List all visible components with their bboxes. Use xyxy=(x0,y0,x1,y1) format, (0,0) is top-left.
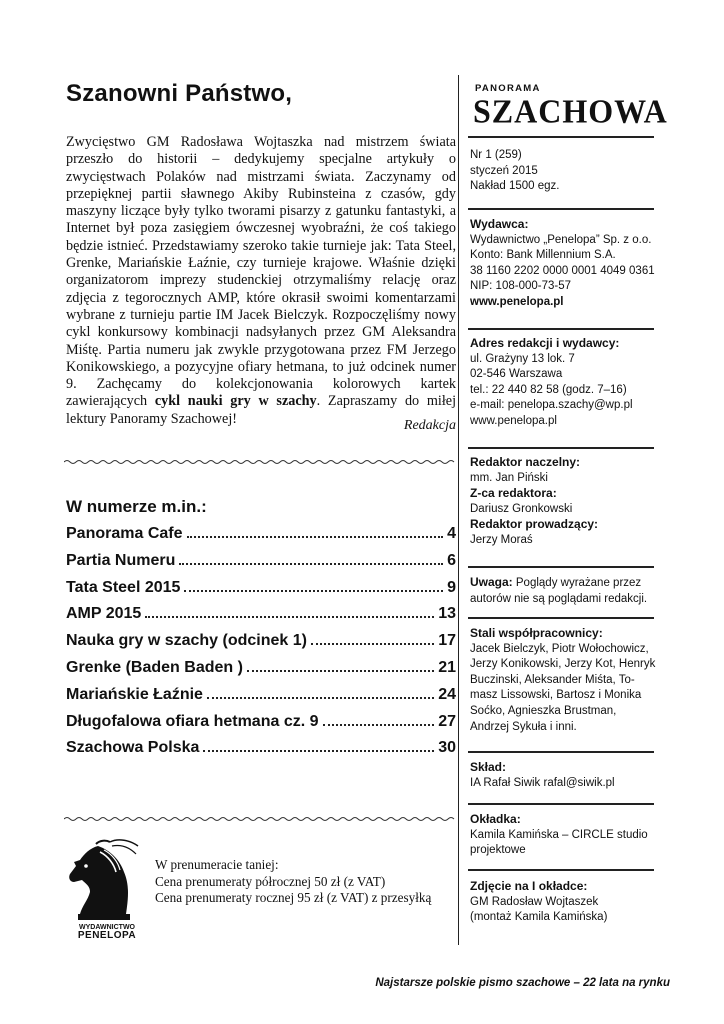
address-label: Adres redakcji i wydawcy: xyxy=(470,336,620,350)
toc-leader xyxy=(145,616,434,618)
horse-head-icon xyxy=(60,838,155,938)
logo-line1: WYDAWNICTWO xyxy=(79,924,135,931)
subscription-line: Cena prenumeraty rocznej 95 zł (z VAT) z przesyłką xyxy=(155,890,432,905)
intro-paragraph xyxy=(66,134,456,428)
divider xyxy=(468,328,654,330)
issue-info xyxy=(470,148,670,195)
editors-block xyxy=(470,455,670,549)
cover-line: Kamila Kamińska – CIRCLE studio xyxy=(470,828,648,841)
toc-item xyxy=(66,525,456,552)
cover-label: Okładka: xyxy=(470,812,521,826)
deputy-editor: Dariusz Gronkowski xyxy=(470,502,573,515)
notice-text: autorów nie są poglądami redakcji. xyxy=(470,592,648,605)
toc-leader xyxy=(203,750,434,752)
toc-item-title: Długofalowa ofiara hetmana cz. 9 xyxy=(66,712,319,730)
toc-item-page: 6 xyxy=(447,551,456,569)
column-divider xyxy=(458,75,459,945)
toc-item xyxy=(66,605,456,632)
toc-item xyxy=(66,739,456,766)
publisher-block xyxy=(470,217,670,311)
deputy-editor-label: Z-ca redaktora: xyxy=(470,486,557,501)
contributors-line: Andrzej Sykuła i inni. xyxy=(470,720,577,733)
logo-line2: PENELOPA xyxy=(77,930,137,938)
toc-leader xyxy=(311,643,434,645)
toc-leader xyxy=(207,697,434,699)
cover-photo-block xyxy=(470,879,670,926)
publisher-line: 38 1160 2202 0000 0001 4049 0361 xyxy=(470,264,655,277)
toc-item-page: 17 xyxy=(438,632,456,650)
contributors-label: Stali współpracownicy: xyxy=(470,626,603,640)
table-of-contents xyxy=(66,525,456,766)
toc-item xyxy=(66,579,456,606)
intro-text-1: Zwycięstwo GM Radosława Wojtaszka nad mistrzem świata przeszło do historii – dedykujemy specjalne artykuły o zwycięstwach Polaków nad mistrzami świata. Zaczynamy od przepięknej partii sławnego Akiby Rubinsteina z czasów, gdy maszyny liczące były tylko tworami pisarzy z gatunku fantastyki, a Internet był poza zasięgiem ówczesnej wyobraźni, że coś takiego będzie istnieć. Przedstawiamy szeroko takie turnieje jak: Tata Steel, Grenke, Mariańskie Łaźnie, czy turnieje krajowe. Właśnie dzięki organizatorom imprezy studenckiej otrzymaliśmy relację oraz zdjęcia z tegorocznych AMP, które okrasił swoimi komentarzami wybrane z turnieju partie IM Jacek Bielczyk. Rozpoczęliśmy nowy cykl konkursowy kombinacji nadsyłanych przez GM Aleksandra Miśtę. Partia numeru jak zwykle przygotowana przez FM Jerzego Konikowskiego, a pozycyjne ofiary hetmana, to już odcinek numer 9. Zachęcamy do kolekcjonowania kolorowych kartek zawierających xyxy=(66,134,456,410)
footer-tagline: Najstarsze polskie pismo szachowe – 22 lata na rynku xyxy=(375,977,670,989)
toc-item-title: Panorama Cafe xyxy=(66,525,183,542)
issue-date: styczeń 2015 xyxy=(470,164,538,177)
typesetting-text: IA Rafał Siwik rafal@siwik.pl xyxy=(470,776,615,789)
divider xyxy=(468,447,654,449)
toc-item xyxy=(66,632,456,659)
notice-text: Poglądy wyrażane przez xyxy=(512,577,642,589)
publisher-label: Wydawca: xyxy=(470,217,529,231)
divider xyxy=(468,208,654,210)
toc-leader xyxy=(184,590,443,592)
notice-label: Uwaga: xyxy=(470,575,513,589)
intro-text-2: . Zapraszamy do miłej lektury Panoramy Szachowej! xyxy=(66,393,457,427)
toc-item-page: 30 xyxy=(438,739,456,757)
publisher-logo xyxy=(60,838,155,938)
toc-item-page: 13 xyxy=(438,605,456,623)
toc-item-title: Nauka gry w szachy (odcinek 1) xyxy=(66,632,307,650)
chief-editor-label: Redaktor naczelny: xyxy=(470,455,581,469)
cover-photo-line: GM Radosław Wojtaszek xyxy=(470,895,599,908)
issue-number: Nr 1 (259) xyxy=(470,149,522,161)
intro-text-bold: cykl nauki gry w szachy xyxy=(154,393,317,410)
toc-leader xyxy=(247,670,434,672)
address-line: e-mail: penelopa.szachy@wp.pl xyxy=(470,399,633,412)
toc-item-page: 21 xyxy=(438,658,456,676)
divider xyxy=(468,136,654,138)
toc-item-title: Partia Numeru xyxy=(66,551,176,569)
contributors-block xyxy=(470,626,670,735)
toc-item-title: Mariańskie Łaźnie xyxy=(66,685,203,703)
divider xyxy=(468,803,654,805)
masthead-title: SZACHOWA xyxy=(473,92,668,130)
toc-leader xyxy=(187,536,444,538)
divider xyxy=(468,751,654,753)
address-block xyxy=(470,336,670,430)
cover-block xyxy=(470,812,670,859)
address-line: ul. Grażyny 13 lok. 7 xyxy=(470,352,575,365)
toc-item xyxy=(66,659,456,686)
page-title: Szanowni Państwo, xyxy=(66,80,293,107)
toc-item xyxy=(66,713,456,740)
toc-item-title: Grenke (Baden Baden ) xyxy=(66,658,243,676)
address-line: 02-546 Warszawa xyxy=(470,368,563,381)
wavy-divider xyxy=(64,458,456,466)
managing-editor-label: Redaktor prowadzący: xyxy=(470,517,599,532)
subscription-info xyxy=(155,857,431,907)
notice-block xyxy=(470,575,670,607)
cover-photo-line: (montaż Kamila Kamińska) xyxy=(470,911,608,924)
toc-item xyxy=(66,686,456,713)
toc-item xyxy=(66,552,456,579)
cover-photo-label: Zdjęcie na I okładce: xyxy=(470,879,588,893)
toc-item-title: Szachowa Polska xyxy=(66,739,200,757)
divider xyxy=(468,617,654,619)
toc-item-page: 9 xyxy=(447,578,456,596)
address-line: www.penelopa.pl xyxy=(470,414,557,427)
toc-item-title: AMP 2015 xyxy=(66,605,142,623)
toc-item-title: Tata Steel 2015 xyxy=(66,578,181,596)
subscription-line: Cena prenumeraty półrocznej 50 zł (z VAT) xyxy=(155,873,386,889)
contributors-line: Jerzy Konikowski, Jerzy Kot, Henryk xyxy=(470,658,656,671)
toc-item-page: 27 xyxy=(438,712,456,730)
contributors-line: Buczinski, Aleksander Miśta, To- xyxy=(470,673,635,686)
publisher-line: Wydawnictwo „Penelopa” Sp. z o.o. xyxy=(470,233,652,246)
publisher-website: www.penelopa.pl xyxy=(470,295,564,308)
toc-item-page: 24 xyxy=(438,685,456,703)
toc-heading: W numerze m.in.: xyxy=(66,497,207,516)
toc-leader xyxy=(179,563,443,565)
subscription-line: W prenumeracie taniej: xyxy=(155,857,279,872)
toc-leader xyxy=(323,724,435,726)
signature: Redakcja xyxy=(403,418,456,433)
publisher-line: NIP: 108-000-73-57 xyxy=(470,280,572,293)
masthead-small: PANORAMA xyxy=(475,83,541,94)
toc-item-page: 4 xyxy=(447,525,456,542)
publisher-line: Konto: Bank Millennium S.A. xyxy=(470,249,616,262)
divider xyxy=(468,869,654,871)
typesetting-label: Skład: xyxy=(470,760,507,774)
contributors-line: Soćko, Agnieszka Brustman, xyxy=(470,704,617,717)
address-line: tel.: 22 440 82 58 (godz. 7–16) xyxy=(470,383,627,396)
wavy-divider xyxy=(64,815,456,823)
contributors-line: Jacek Bielczyk, Piotr Wołochowicz, xyxy=(470,642,649,655)
cover-line: projektowe xyxy=(470,844,526,857)
managing-editor: Jerzy Moraś xyxy=(470,533,533,546)
issue-circulation: Nakład 1500 egz. xyxy=(470,180,560,193)
divider xyxy=(468,566,654,568)
chief-editor: mm. Jan Piński xyxy=(470,471,548,484)
typesetting-block xyxy=(470,760,670,791)
contributors-line: masz Lissowski, Bartosz i Monika xyxy=(470,689,642,702)
